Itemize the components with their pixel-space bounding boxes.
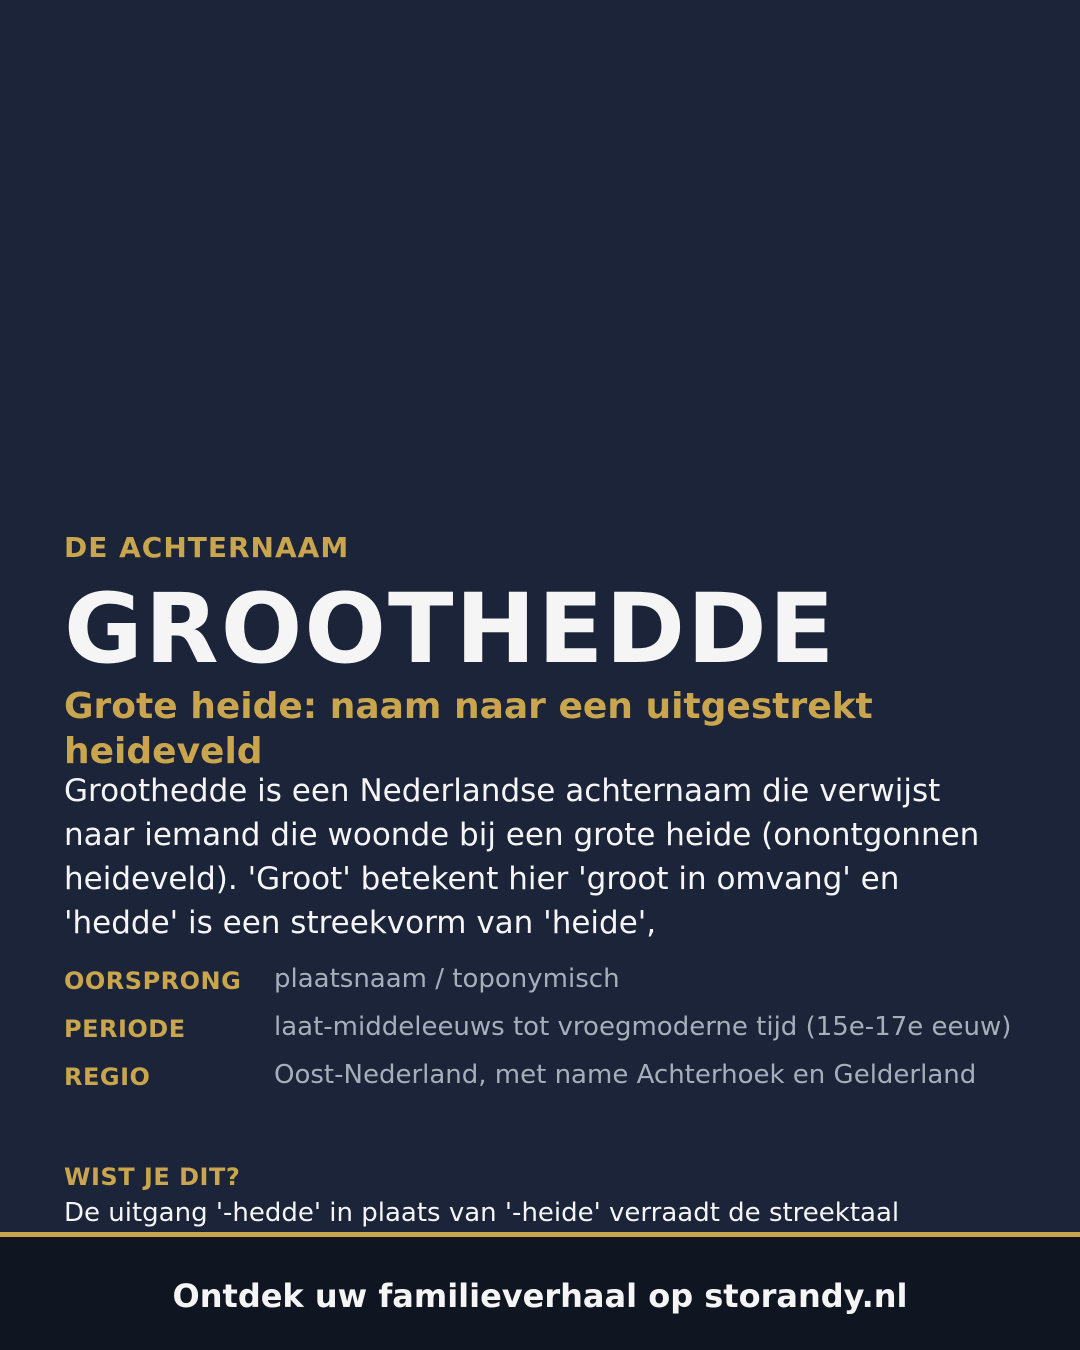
surname-title: GROOTHEDDE <box>64 573 837 685</box>
fact-row-region <box>64 1060 1016 1092</box>
footer-banner <box>0 1232 1080 1350</box>
fact-label: REGIO <box>64 1063 151 1091</box>
fact-label: OORSPRONG <box>64 967 242 995</box>
fact-value: laat-middeleeuws tot vroegmoderne tijd (15e-17e eeuw) <box>274 1012 1012 1042</box>
did-you-know-label: WIST JE DIT? <box>64 1163 241 1191</box>
fact-value: plaatsnaam / toponymisch <box>274 964 620 994</box>
fact-label: PERIODE <box>64 1015 186 1043</box>
surname-card <box>64 0 1016 1232</box>
fact-row-origin <box>64 964 1016 996</box>
facts-list <box>64 964 1016 1108</box>
surname-subtitle: Grote heide: naam naar een uitgestrekt heideveld <box>64 686 873 772</box>
footer-cta-link[interactable]: Ontdek uw familieverhaal op storandy.nl <box>172 1276 908 1315</box>
fact-row-period <box>64 1012 1016 1044</box>
surname-description: Groothedde is een Nederlandse achternaam die verwijst naar iemand die woonde bij een grote heide (onontgonnen heideveld). 'Groot' betekent hier 'groot in omvang' en 'hedde' is een streekvorm van 'heide', <box>64 773 980 941</box>
eyebrow-label: DE ACHTERNAAM <box>64 531 350 564</box>
did-you-know-text: De uitgang '-hedde' in plaats van '-heide' verraadt de streektaal <box>64 1198 900 1228</box>
fact-value: Oost-Nederland, met name Achterhoek en Gelderland <box>274 1060 977 1090</box>
